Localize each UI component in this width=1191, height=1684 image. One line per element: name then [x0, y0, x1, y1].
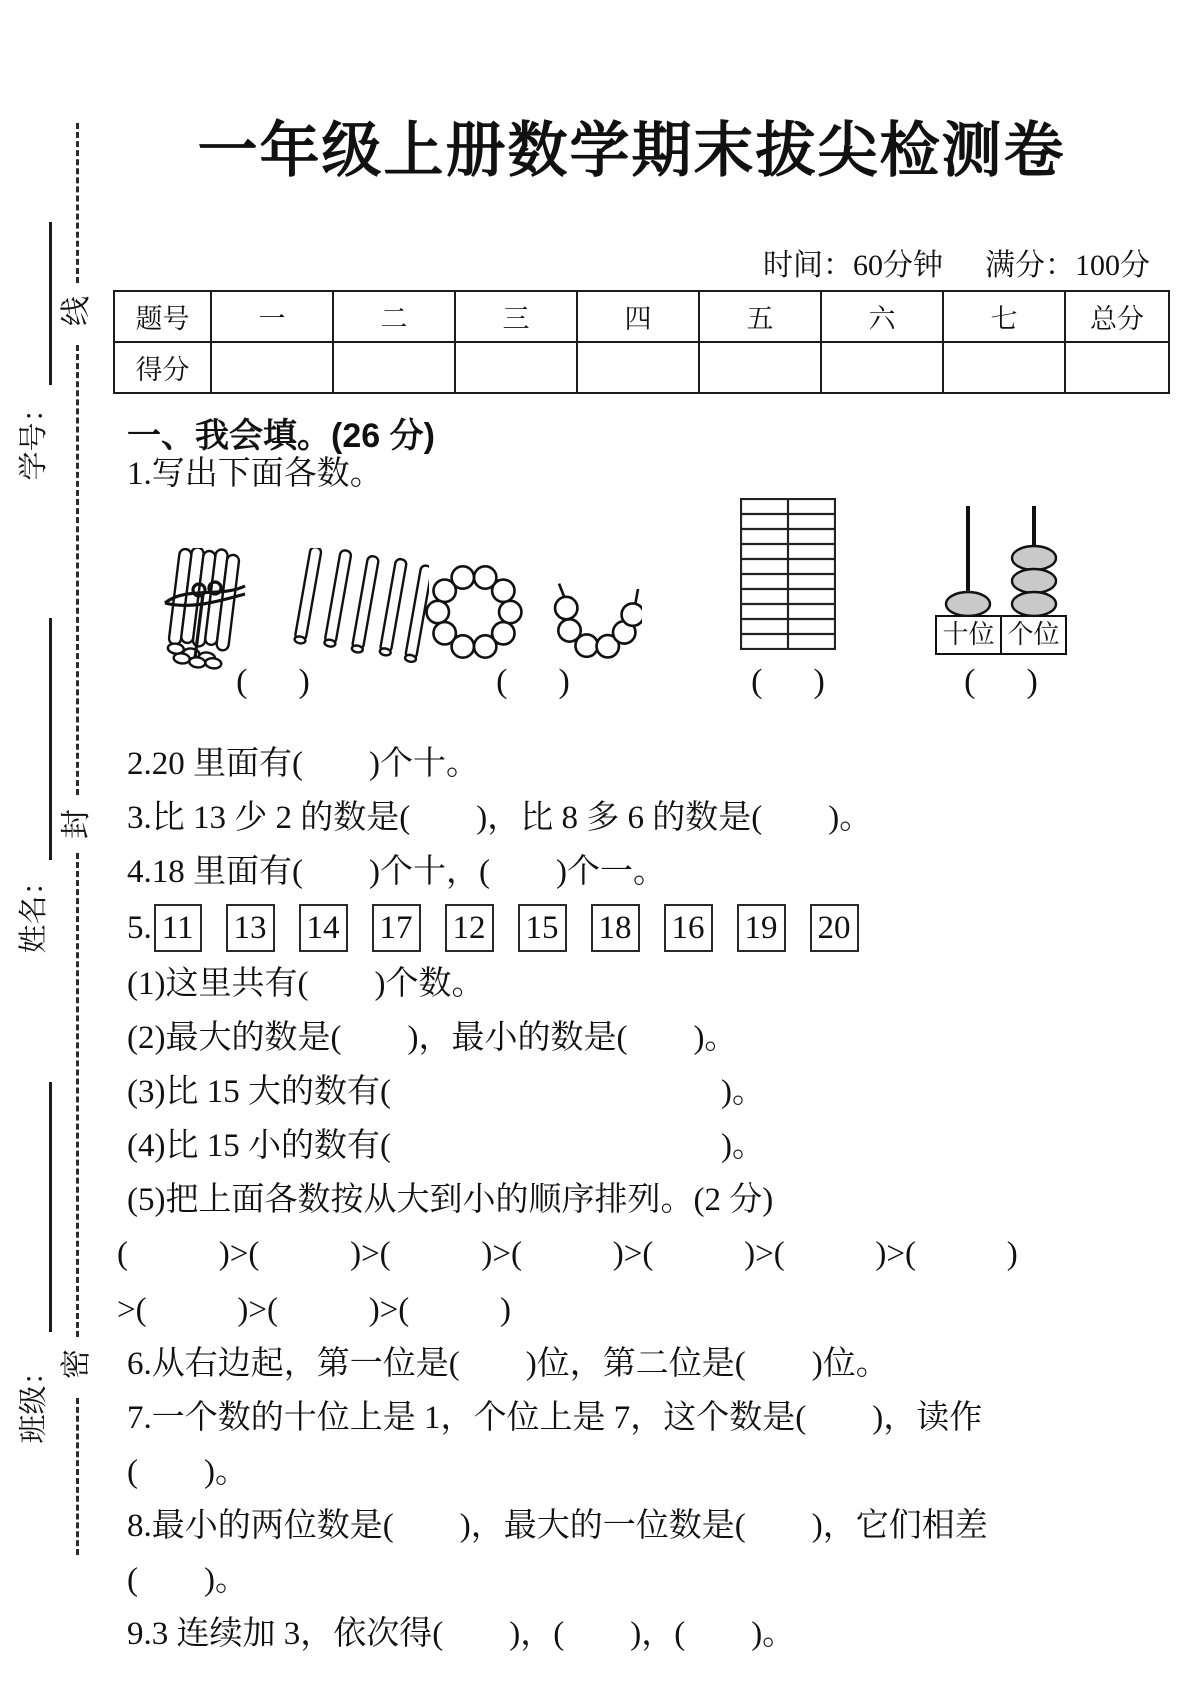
exam-meta [113, 240, 1150, 284]
score-cell [211, 342, 333, 393]
question-6: 6.从右边起，第一位是( )位，第二位是( )位。 [127, 1346, 889, 1382]
question-5-sub1: (1)这里共有( )个数。 [127, 966, 485, 1002]
time-limit: 时间：60分钟 [763, 249, 943, 282]
number-box: 14 [299, 904, 348, 952]
question-7-line2: ( )。 [127, 1454, 248, 1490]
seal-char-xian: 线 [60, 296, 93, 326]
score-cell [699, 342, 821, 393]
beads-answer-blank: ( ) [496, 663, 570, 700]
score-cell [455, 342, 577, 393]
question-number-row [114, 291, 1169, 342]
seal-dashed-line [76, 1398, 79, 1555]
score-table-header: 总分 [1065, 291, 1169, 342]
class-label: 班级： [18, 1356, 50, 1444]
score-row-label: 得分 [114, 342, 211, 393]
question-7-line1: 7.一个数的十位上是 1，个位上是 7，这个数是( )，读作 [127, 1400, 983, 1436]
abacus-answer-blank: ( ) [964, 663, 1038, 700]
ones-place-label: 个位 [1007, 620, 1060, 649]
seal-dashed-line [76, 345, 79, 795]
question-5-label: 5. [127, 910, 152, 946]
question-1-text: 1.写出下面各数。 [127, 456, 383, 492]
full-score: 满分：100分 [985, 249, 1150, 282]
question-5-sub3: (3)比 15 大的数有( )。 [127, 1074, 765, 1110]
score-table-header: 一 [211, 291, 333, 342]
score-cell [333, 342, 455, 393]
number-box: 13 [226, 904, 275, 952]
student-id-label: 学号： [18, 393, 50, 481]
question-5-number-boxes [127, 904, 883, 952]
score-table-header: 二 [333, 291, 455, 342]
score-cell [577, 342, 699, 393]
abacus-image [935, 506, 1067, 616]
score-table-header: 四 [577, 291, 699, 342]
score-table-header: 五 [699, 291, 821, 342]
sticks-answer-blank: ( ) [236, 663, 310, 700]
sticks-image [161, 548, 429, 670]
section-one-heading: 一、我会填。(26 分) [127, 417, 435, 455]
question-1-figures [113, 498, 1150, 713]
page-title: 一年级上册数学期末拔尖检测卷 [197, 118, 1066, 184]
score-table-header: 三 [455, 291, 577, 342]
beads-image [418, 556, 642, 668]
number-box: 11 [154, 904, 202, 952]
question-5-sub2: (2)最大的数是( )，最小的数是( )。 [127, 1020, 738, 1056]
question-3: 3.比 13 少 2 的数是( )，比 8 多 6 的数是( )。 [127, 800, 873, 836]
seal-char-feng: 封 [60, 809, 93, 839]
grid-answer-blank: ( ) [751, 663, 825, 700]
number-box: 12 [445, 904, 494, 952]
question-8-line2: ( )。 [127, 1562, 248, 1598]
number-box: 19 [737, 904, 786, 952]
number-box: 16 [664, 904, 713, 952]
main-content [113, 0, 1150, 1684]
name-blank-line [49, 618, 52, 860]
question-8-line1: 8.最小的两位数是( )，最大的一位数是( )，它们相差 [127, 1508, 988, 1544]
score-cell [943, 342, 1065, 393]
question-2: 2.20 里面有( )个十。 [127, 746, 479, 782]
class-blank-line [49, 1082, 52, 1332]
student-id-blank-line [49, 222, 52, 385]
score-cell [821, 342, 943, 393]
number-box: 17 [372, 904, 421, 952]
counting-grid-image [740, 498, 836, 650]
number-box: 15 [518, 904, 567, 952]
question-4: 4.18 里面有( )个十，( )个一。 [127, 854, 666, 890]
score-table [113, 290, 1170, 394]
number-box: 18 [591, 904, 640, 952]
question-5-sub4: (4)比 15 小的数有( )。 [127, 1128, 765, 1164]
seal-dashed-line [76, 123, 79, 283]
question-5-order-line2: >( )>( )>( ) [117, 1292, 512, 1328]
name-label: 姓名： [18, 866, 50, 954]
score-table-header: 六 [821, 291, 943, 342]
abacus-place-labels [935, 615, 1067, 655]
question-5-sub5: (5)把上面各数按从大到小的顺序排列。(2 分) [127, 1182, 774, 1218]
score-table-header: 七 [943, 291, 1065, 342]
tens-place-label: 十位 [937, 617, 1002, 653]
score-cell [1065, 342, 1169, 393]
score-table-header: 题号 [114, 291, 211, 342]
number-box: 20 [810, 904, 859, 952]
seal-dashed-line [76, 853, 79, 1337]
question-9: 9.3 连续加 3，依次得( )，( )，( )。 [127, 1616, 796, 1652]
question-5-order-line1: ( )>( )>( )>( )>( )>( )>( ) [117, 1236, 1018, 1272]
seal-char-mi: 密 [60, 1349, 93, 1379]
score-row [114, 342, 1169, 393]
